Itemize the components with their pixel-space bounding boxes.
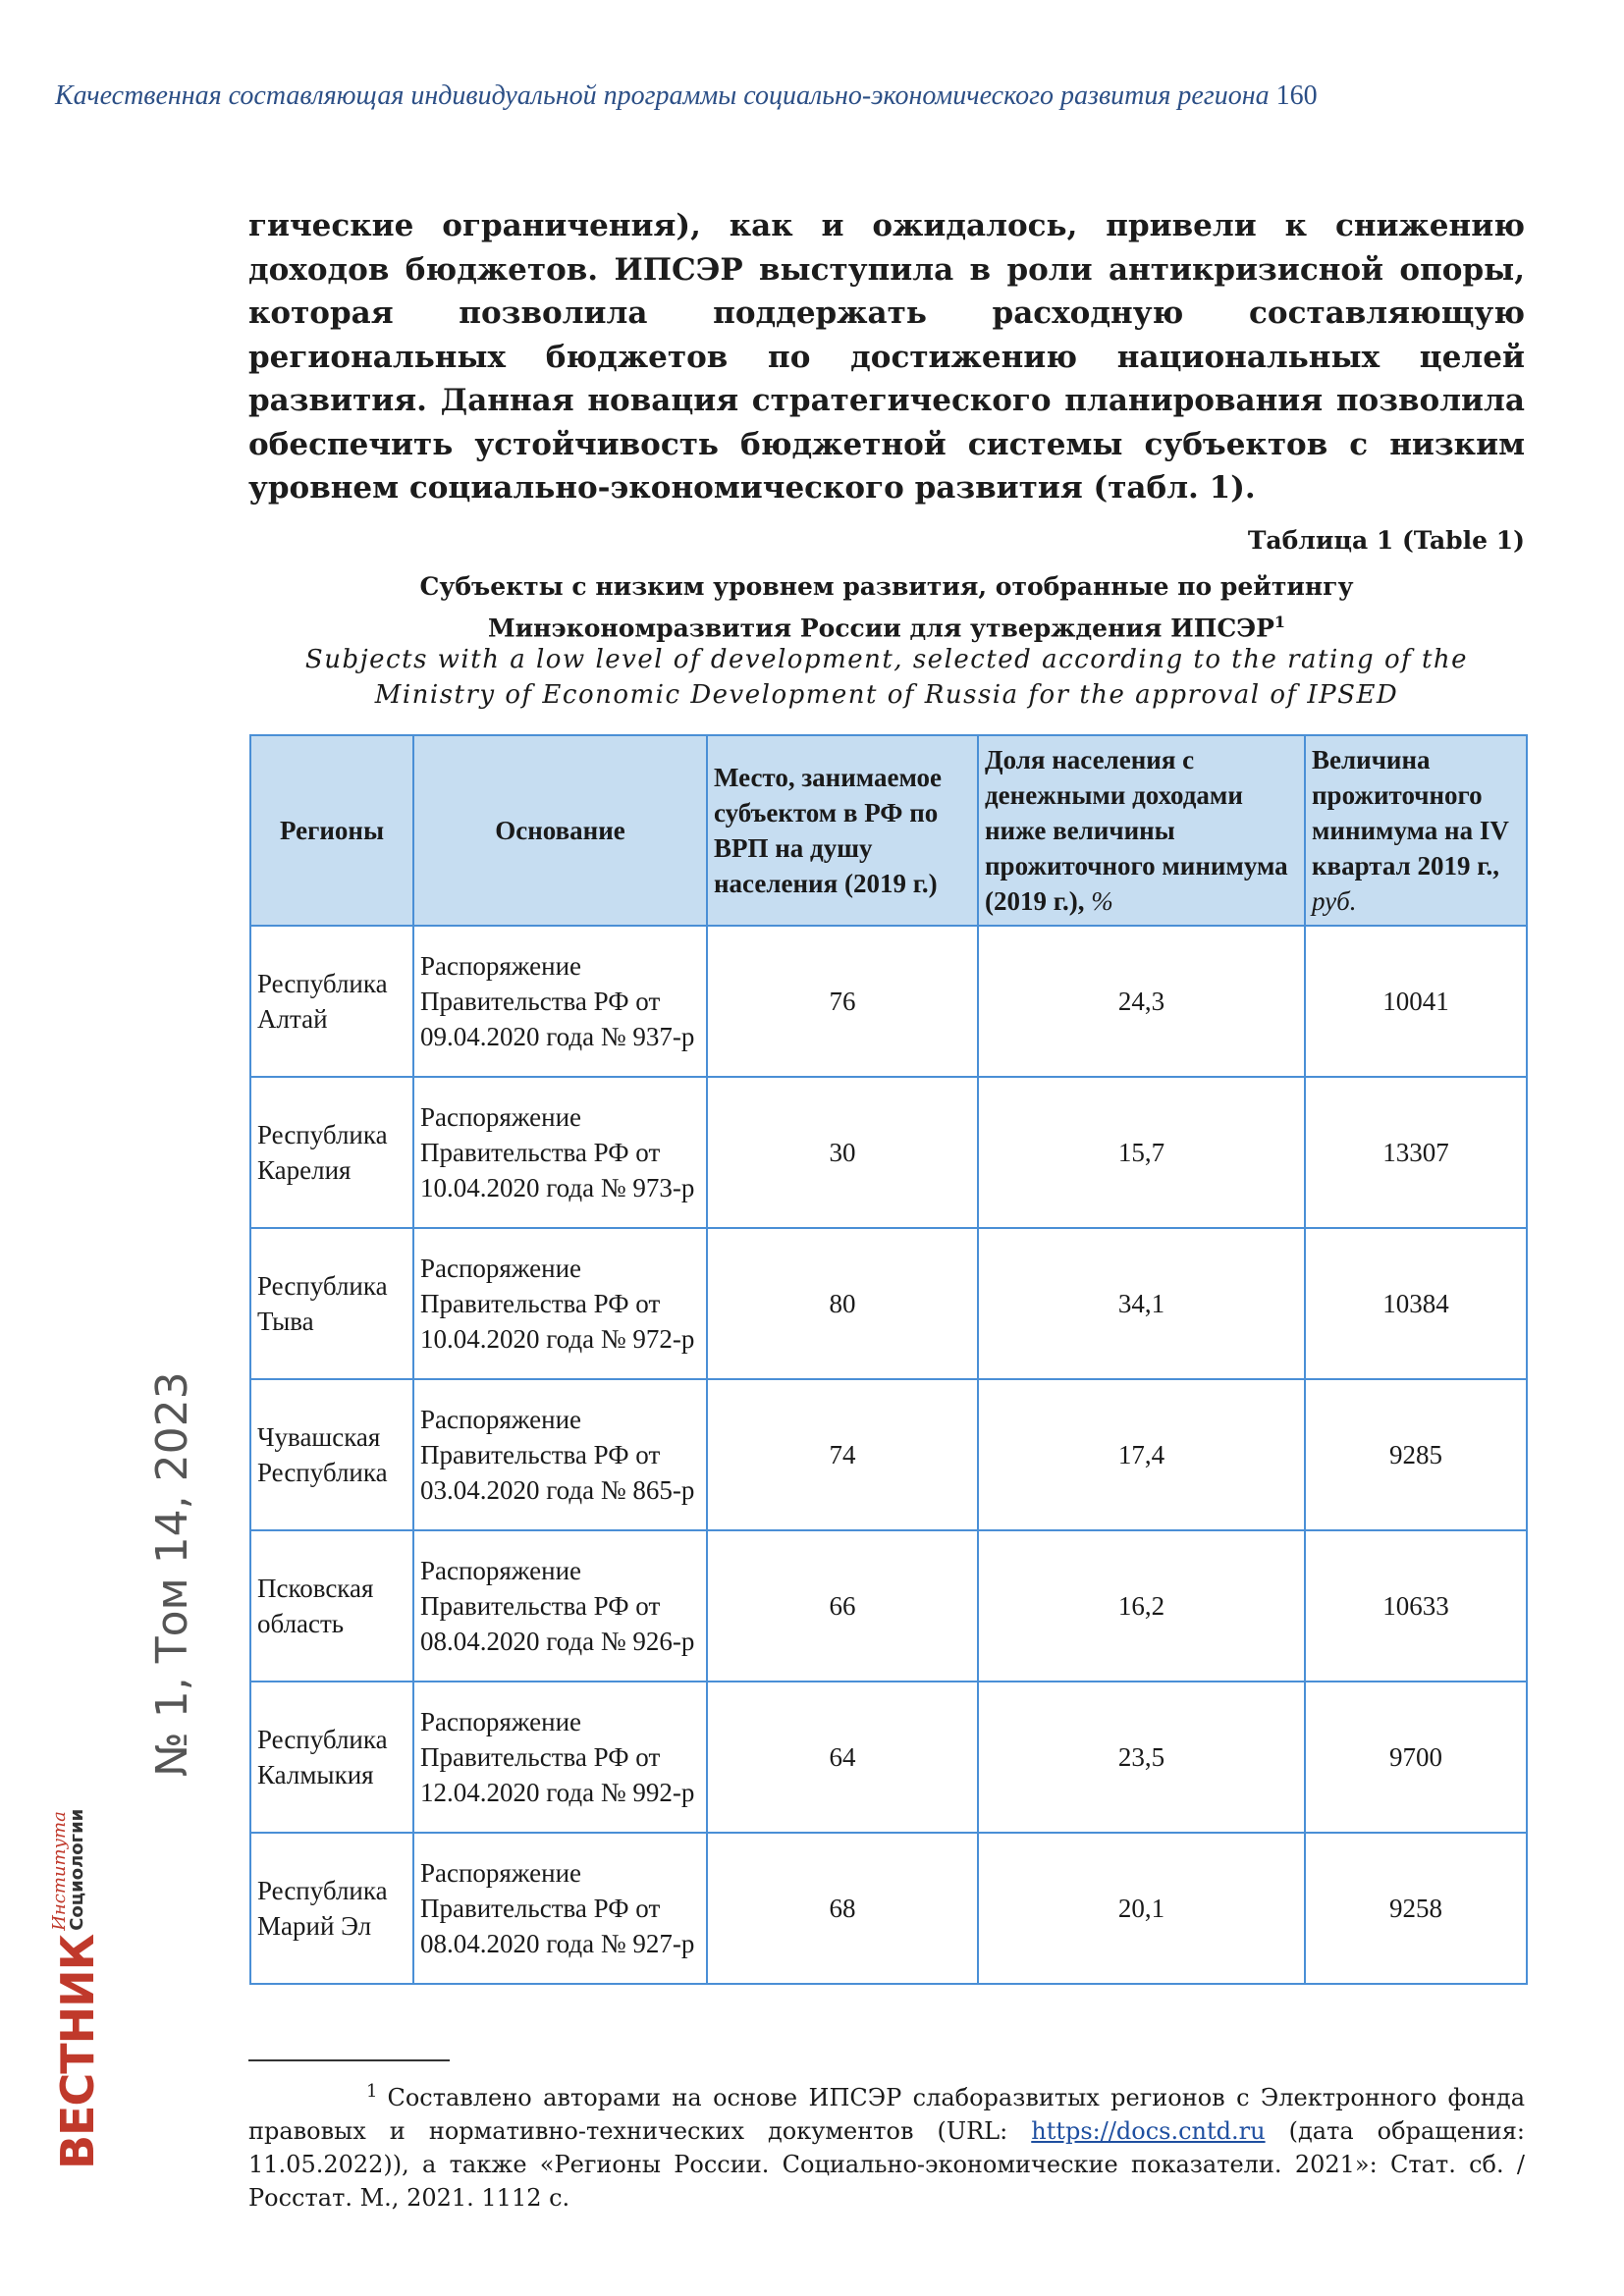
table-row <box>250 1228 1527 1379</box>
table-row <box>250 1833 1527 1984</box>
logo-plain-word: Социологии <box>67 1808 87 1931</box>
footnote-text-start: Составлено авторами на основе ИПСЭР слаборазвитых регионов с Электронного фонда правовых и нормативно-технических документов (URL: <box>248 2084 1525 2145</box>
logo-main-word: ВЕСТНИК <box>51 1934 104 2169</box>
cell-region: Республика Тыва <box>250 1228 413 1379</box>
cell-rank: 80 <box>707 1228 978 1379</box>
body-paragraph: гические ограничения), как и ожидалось, привели к снижению доходов бюджетов. ИПСЭР выступила в роли антикризисной опоры, которая позволила поддержать расходную составляющую региональных бюджетов по достижению национальных целей развития. Данная новация стратегического планирования позволила обеспечить устойчивость бюджетной системы субъектов с низким уровнем социально-экономического развития (табл. 1). <box>248 208 1525 506</box>
cell-basis: Распоряжение Правительства РФ от 08.04.2020 года № 927-р <box>413 1833 707 1984</box>
header-minimum-text: Величина прожиточного минимума на IV квартал 2019 г., <box>1312 745 1509 881</box>
table-header-row <box>250 735 1527 926</box>
cell-minimum: 10633 <box>1305 1530 1527 1682</box>
table-row <box>250 1682 1527 1833</box>
header-rank: Место, занимаемое субъектом в РФ по ВРП на душу населения (2019 г.) <box>707 735 978 926</box>
header-region: Регионы <box>250 735 413 926</box>
cell-share: 23,5 <box>978 1682 1305 1833</box>
cell-basis: Распоряжение Правительства РФ от 10.04.2020 года № 973-р <box>413 1077 707 1228</box>
table-row <box>250 1077 1527 1228</box>
cell-rank: 76 <box>707 926 978 1077</box>
running-title: Качественная составляющая индивидуальной программы социально-экономического развития региона <box>55 80 1270 111</box>
cell-minimum: 13307 <box>1305 1077 1527 1228</box>
cell-basis: Распоряжение Правительства РФ от 09.04.2020 года № 937-р <box>413 926 707 1077</box>
cell-minimum: 9700 <box>1305 1682 1527 1833</box>
cell-region: Чувашская Республика <box>250 1379 413 1530</box>
cell-region: Республика Марий Эл <box>250 1833 413 1984</box>
cell-basis: Распоряжение Правительства РФ от 10.04.2020 года № 972-р <box>413 1228 707 1379</box>
table-title-ru-line2 <box>248 605 1525 646</box>
footnote-text-end: (дата обращения: 11.05.2022)), а также «Регионы России. Социально-экономические показатели. 2021»: Стат. сб. / Росстат. М., 2021. 1112 с. <box>248 2117 1525 2212</box>
regions-table <box>249 734 1528 1985</box>
cell-rank: 30 <box>707 1077 978 1228</box>
table-title-ru-line1: Субъекты с низким уровнем развития, отобранные по рейтингу <box>419 572 1354 601</box>
cell-rank: 74 <box>707 1379 978 1530</box>
journal-logo-inner <box>51 1809 104 2169</box>
cell-share: 17,4 <box>978 1379 1305 1530</box>
cell-share: 34,1 <box>978 1228 1305 1379</box>
table-row <box>250 1530 1527 1682</box>
page-number: 160 <box>1275 80 1318 111</box>
cell-rank: 66 <box>707 1530 978 1682</box>
header-minimum <box>1305 735 1527 926</box>
table-row <box>250 1379 1527 1530</box>
header-share-unit: % <box>1091 886 1113 916</box>
logo-cursive-word: Института <box>49 1811 70 1931</box>
table-title-ru-line2-text: Минэкономразвития России для утверждения ИПСЭР <box>487 614 1274 643</box>
table-title-en <box>248 642 1525 713</box>
header-share <box>978 735 1305 926</box>
cell-basis: Распоряжение Правительства РФ от 08.04.2020 года № 926-р <box>413 1530 707 1682</box>
header-basis: Основание <box>413 735 707 926</box>
table-title-ru <box>248 569 1525 646</box>
cell-share: 16,2 <box>978 1530 1305 1682</box>
footnote-divider <box>248 2059 450 2061</box>
cell-region: Республика Калмыкия <box>250 1682 413 1833</box>
table-title-en-line1: Subjects with a low level of development, selected according to the rating of the <box>304 645 1469 674</box>
cell-region: Республика Алтай <box>250 926 413 1077</box>
header-minimum-unit: руб. <box>1312 886 1357 916</box>
cell-minimum: 10384 <box>1305 1228 1527 1379</box>
cell-basis: Распоряжение Правительства РФ от 03.04.2020 года № 865-р <box>413 1379 707 1530</box>
cell-minimum: 10041 <box>1305 926 1527 1077</box>
table-number: Таблица 1 (Table 1) <box>1247 526 1525 555</box>
table-row <box>250 926 1527 1077</box>
cell-minimum: 9258 <box>1305 1833 1527 1984</box>
cell-share: 24,3 <box>978 926 1305 1077</box>
cell-minimum: 9285 <box>1305 1379 1527 1530</box>
footnote <box>248 2075 1525 2215</box>
cell-basis: Распоряжение Правительства РФ от 12.04.2020 года № 992-р <box>413 1682 707 1833</box>
cell-rank: 68 <box>707 1833 978 1984</box>
footnote-link[interactable]: https://docs.cntd.ru <box>1031 2117 1266 2145</box>
logo-subtitle <box>51 1809 86 1931</box>
footnote-mark: 1 <box>366 2081 378 2102</box>
table-title-footnote-mark: 1 <box>1273 613 1286 631</box>
table-title-en-line2: Ministry of Economic Development of Russia for the approval of IPSED <box>374 680 1399 710</box>
cell-region: Республика Карелия <box>250 1077 413 1228</box>
cell-rank: 64 <box>707 1682 978 1833</box>
issue-label: № 1, Том 14, 2023 <box>147 1371 197 1777</box>
running-head <box>55 80 1528 112</box>
cell-region: Псковская область <box>250 1530 413 1682</box>
header-share-text: Доля населения с денежными доходами ниже величины прожиточного минимума (2019 г.), <box>985 745 1288 916</box>
cell-share: 20,1 <box>978 1833 1305 1984</box>
cell-share: 15,7 <box>978 1077 1305 1228</box>
